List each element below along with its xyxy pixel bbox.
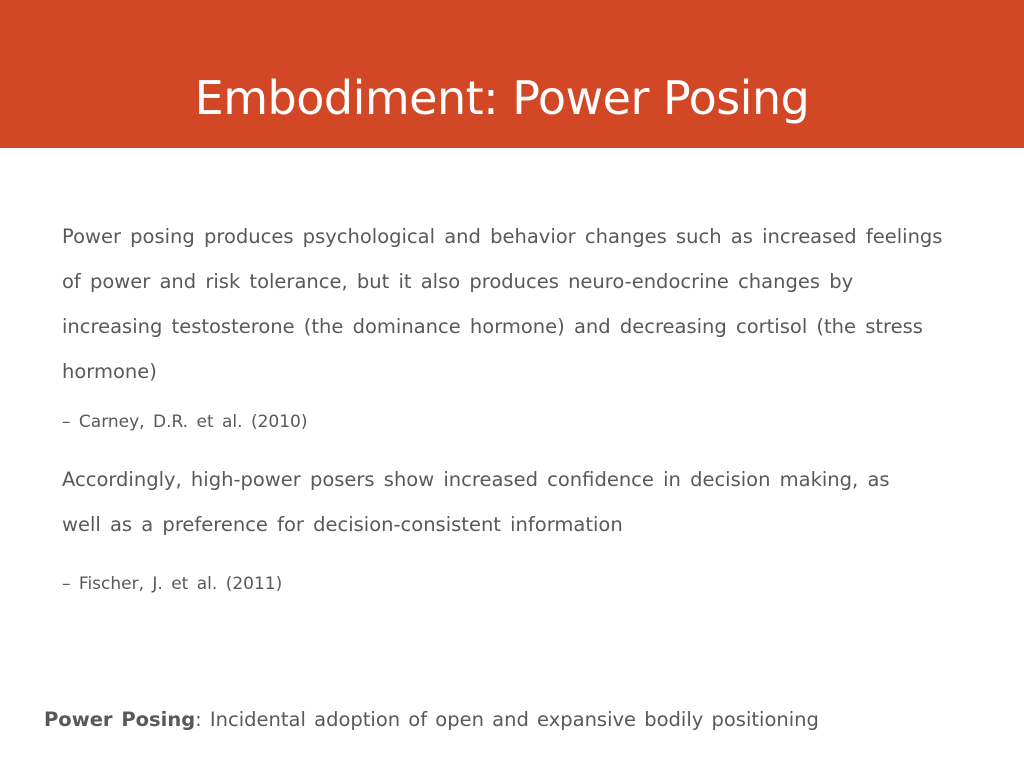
citation-carney: – Carney, D.R. et al. (2010)	[62, 412, 308, 432]
body-paragraph-fischer: Accordingly, high-power posers show increased confidence in decision making, as well as a preference for decision-consistent information	[62, 468, 890, 536]
slide-body	[62, 214, 962, 596]
citation-fischer: – Fischer, J. et al. (2011)	[62, 574, 283, 594]
definition-text: : Incidental adoption of open and expansive bodily positioning	[195, 708, 819, 731]
definition-footer	[44, 704, 984, 736]
definition-term: Power Posing	[44, 708, 196, 731]
body-paragraph-carney: Power posing produces psychological and behavior changes such as increased feelings of power and risk tolerance, but it also produces neuro-endocrine changes by increasing testosterone (the dominance hormone) and decreasing cortisol (the stress hormone)	[62, 225, 943, 383]
slide-title: Embodiment: Power Posing	[194, 71, 810, 125]
